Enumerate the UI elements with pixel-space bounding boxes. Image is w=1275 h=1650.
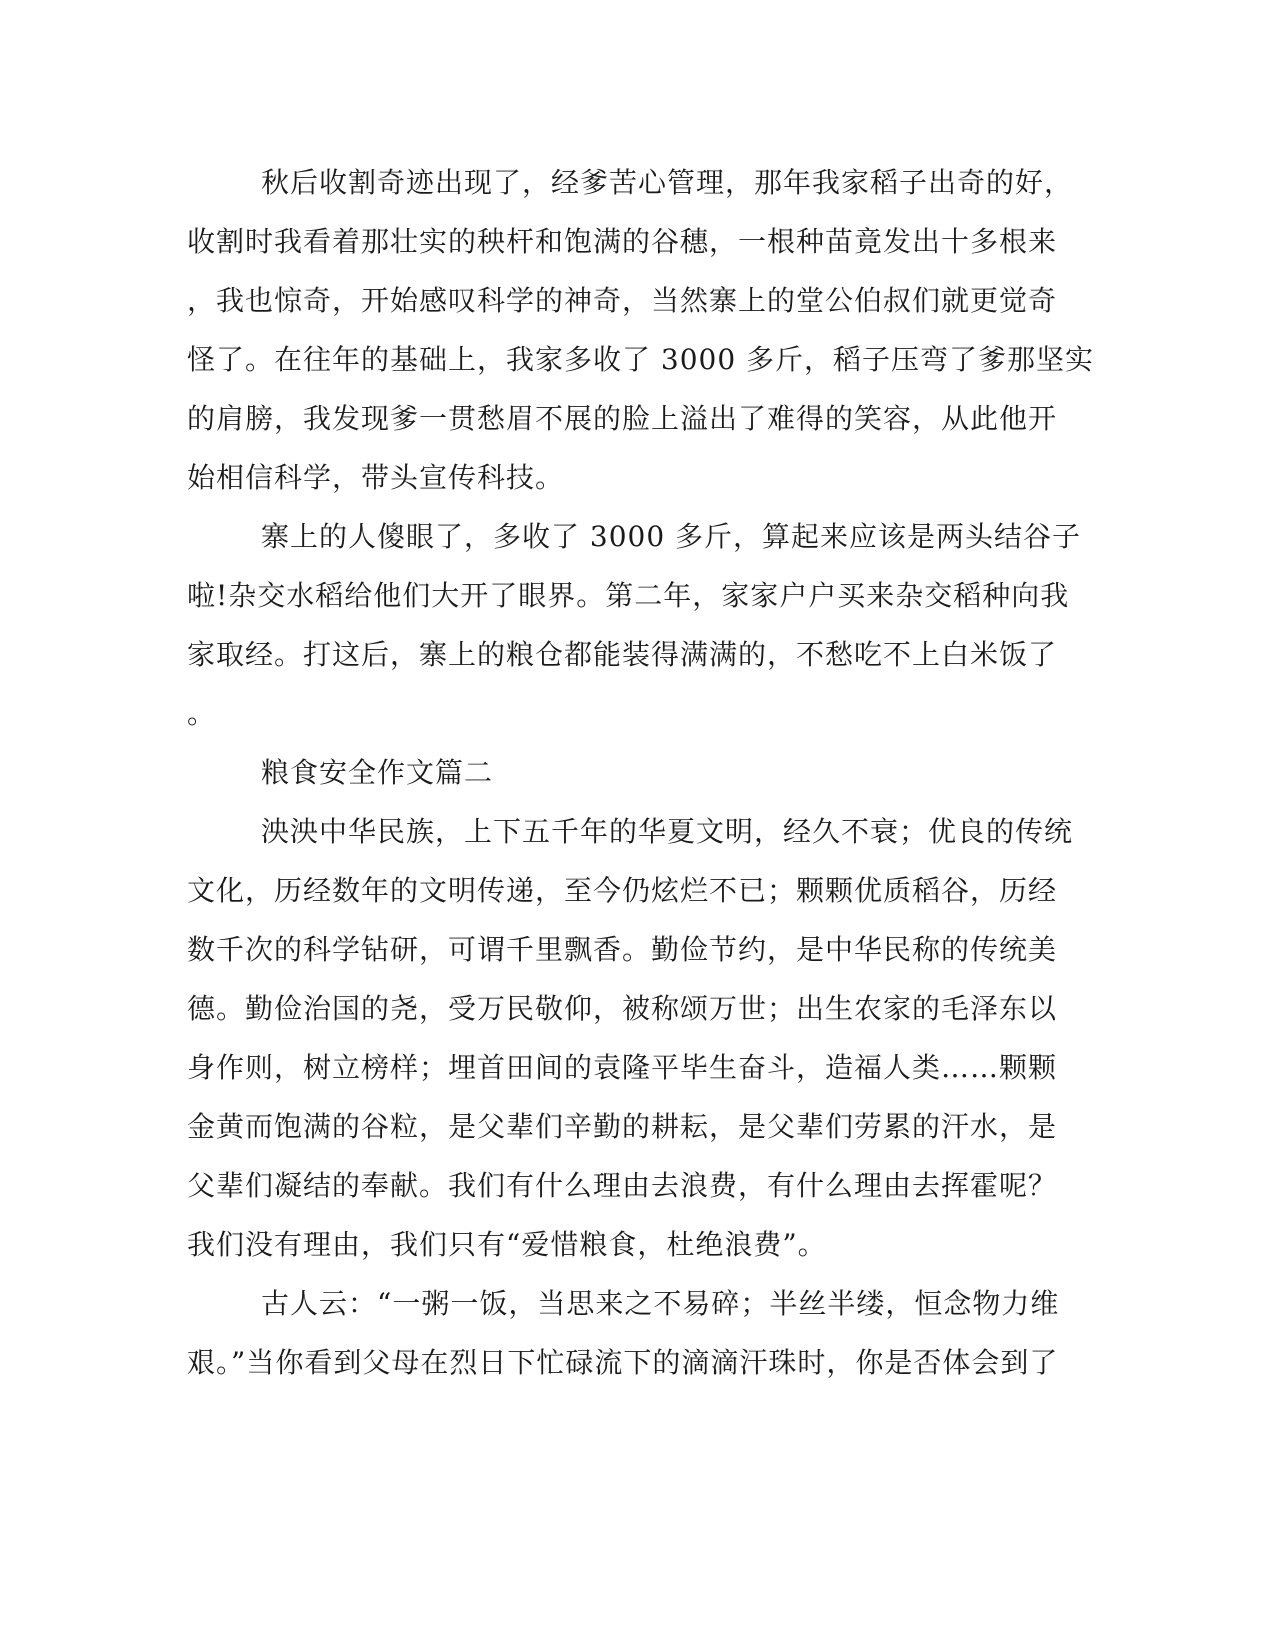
paragraph-line: 。: [187, 697, 217, 730]
paragraph-line: 父辈们凝结的奉献。我们有什么理由去浪费，有什么理由去挥霍呢？: [187, 1169, 1058, 1202]
paragraph-line: 身作则，树立榜样；埋首田间的袁隆平毕生奋斗，造福人类……颗颗: [187, 1051, 1058, 1084]
paragraph-line: 数千次的科学钻研，可谓千里飘香。勤俭节约，是中华民称的传统美: [187, 933, 1058, 966]
paragraph-line: 家取经。打这后，寨上的粮仓都能装得满满的，不愁吃不上白米饭了: [187, 638, 1058, 671]
paragraph-line: 的肩膀，我发现爹一贯愁眉不展的脸上溢出了难得的笑容，从此他开: [187, 402, 1058, 435]
paragraph-line: 金黄而饱满的谷粒，是父辈们辛勤的耕耘，是父辈们劳累的汗水，是: [187, 1110, 1058, 1143]
paragraph-line: 怪了。在往年的基础上，我家多收了 3000 多斤，稻子压弯了爹那坚实: [187, 343, 1095, 376]
paragraph-line: ，我也惊奇，开始感叹科学的神奇，当然寨上的堂公伯叔们就更觉奇: [187, 284, 1058, 317]
paragraph-line: 泱泱中华民族，上下五千年的华夏文明，经久不衰；优良的传统: [261, 815, 1074, 848]
section-heading: 粮食安全作文篇二: [261, 756, 494, 789]
paragraph-line: 我们没有理由，我们只有“爱惜粮食，杜绝浪费”。: [187, 1228, 827, 1261]
paragraph-line: 秋后收割奇迹出现了，经爹苦心管理，那年我家稻子出奇的好，: [261, 166, 1074, 199]
paragraph-line: 啦!杂交水稻给他们大开了眼界。第二年，家家户户买来杂交稻种向我: [187, 579, 1070, 612]
paragraph-line: 德。勤俭治国的尧，受万民敬仰，被称颂万世；出生农家的毛泽东以: [187, 992, 1058, 1025]
paragraph-line: 收割时我看着那壮实的秧杆和饱满的谷穗，一根种苗竟发出十多根来: [187, 225, 1058, 258]
paragraph-line: 始相信科学，带头宣传科技。: [187, 461, 565, 494]
paragraph-line: 寨上的人傻眼了，多收了 3000 多斤，算起来应该是两头结谷子: [261, 520, 1082, 553]
paragraph-line: 文化，历经数年的文明传递，至今仍炫烂不已；颗颗优质稻谷，历经: [187, 874, 1058, 907]
paragraph-line: 艰。”当你看到父母在烈日下忙碌流下的滴滴汗珠时，你是否体会到了: [187, 1346, 1059, 1379]
paragraph-line: 古人云：“一粥一饭，当思来之不易碎；半丝半缕，恒念物力维: [261, 1287, 1060, 1320]
